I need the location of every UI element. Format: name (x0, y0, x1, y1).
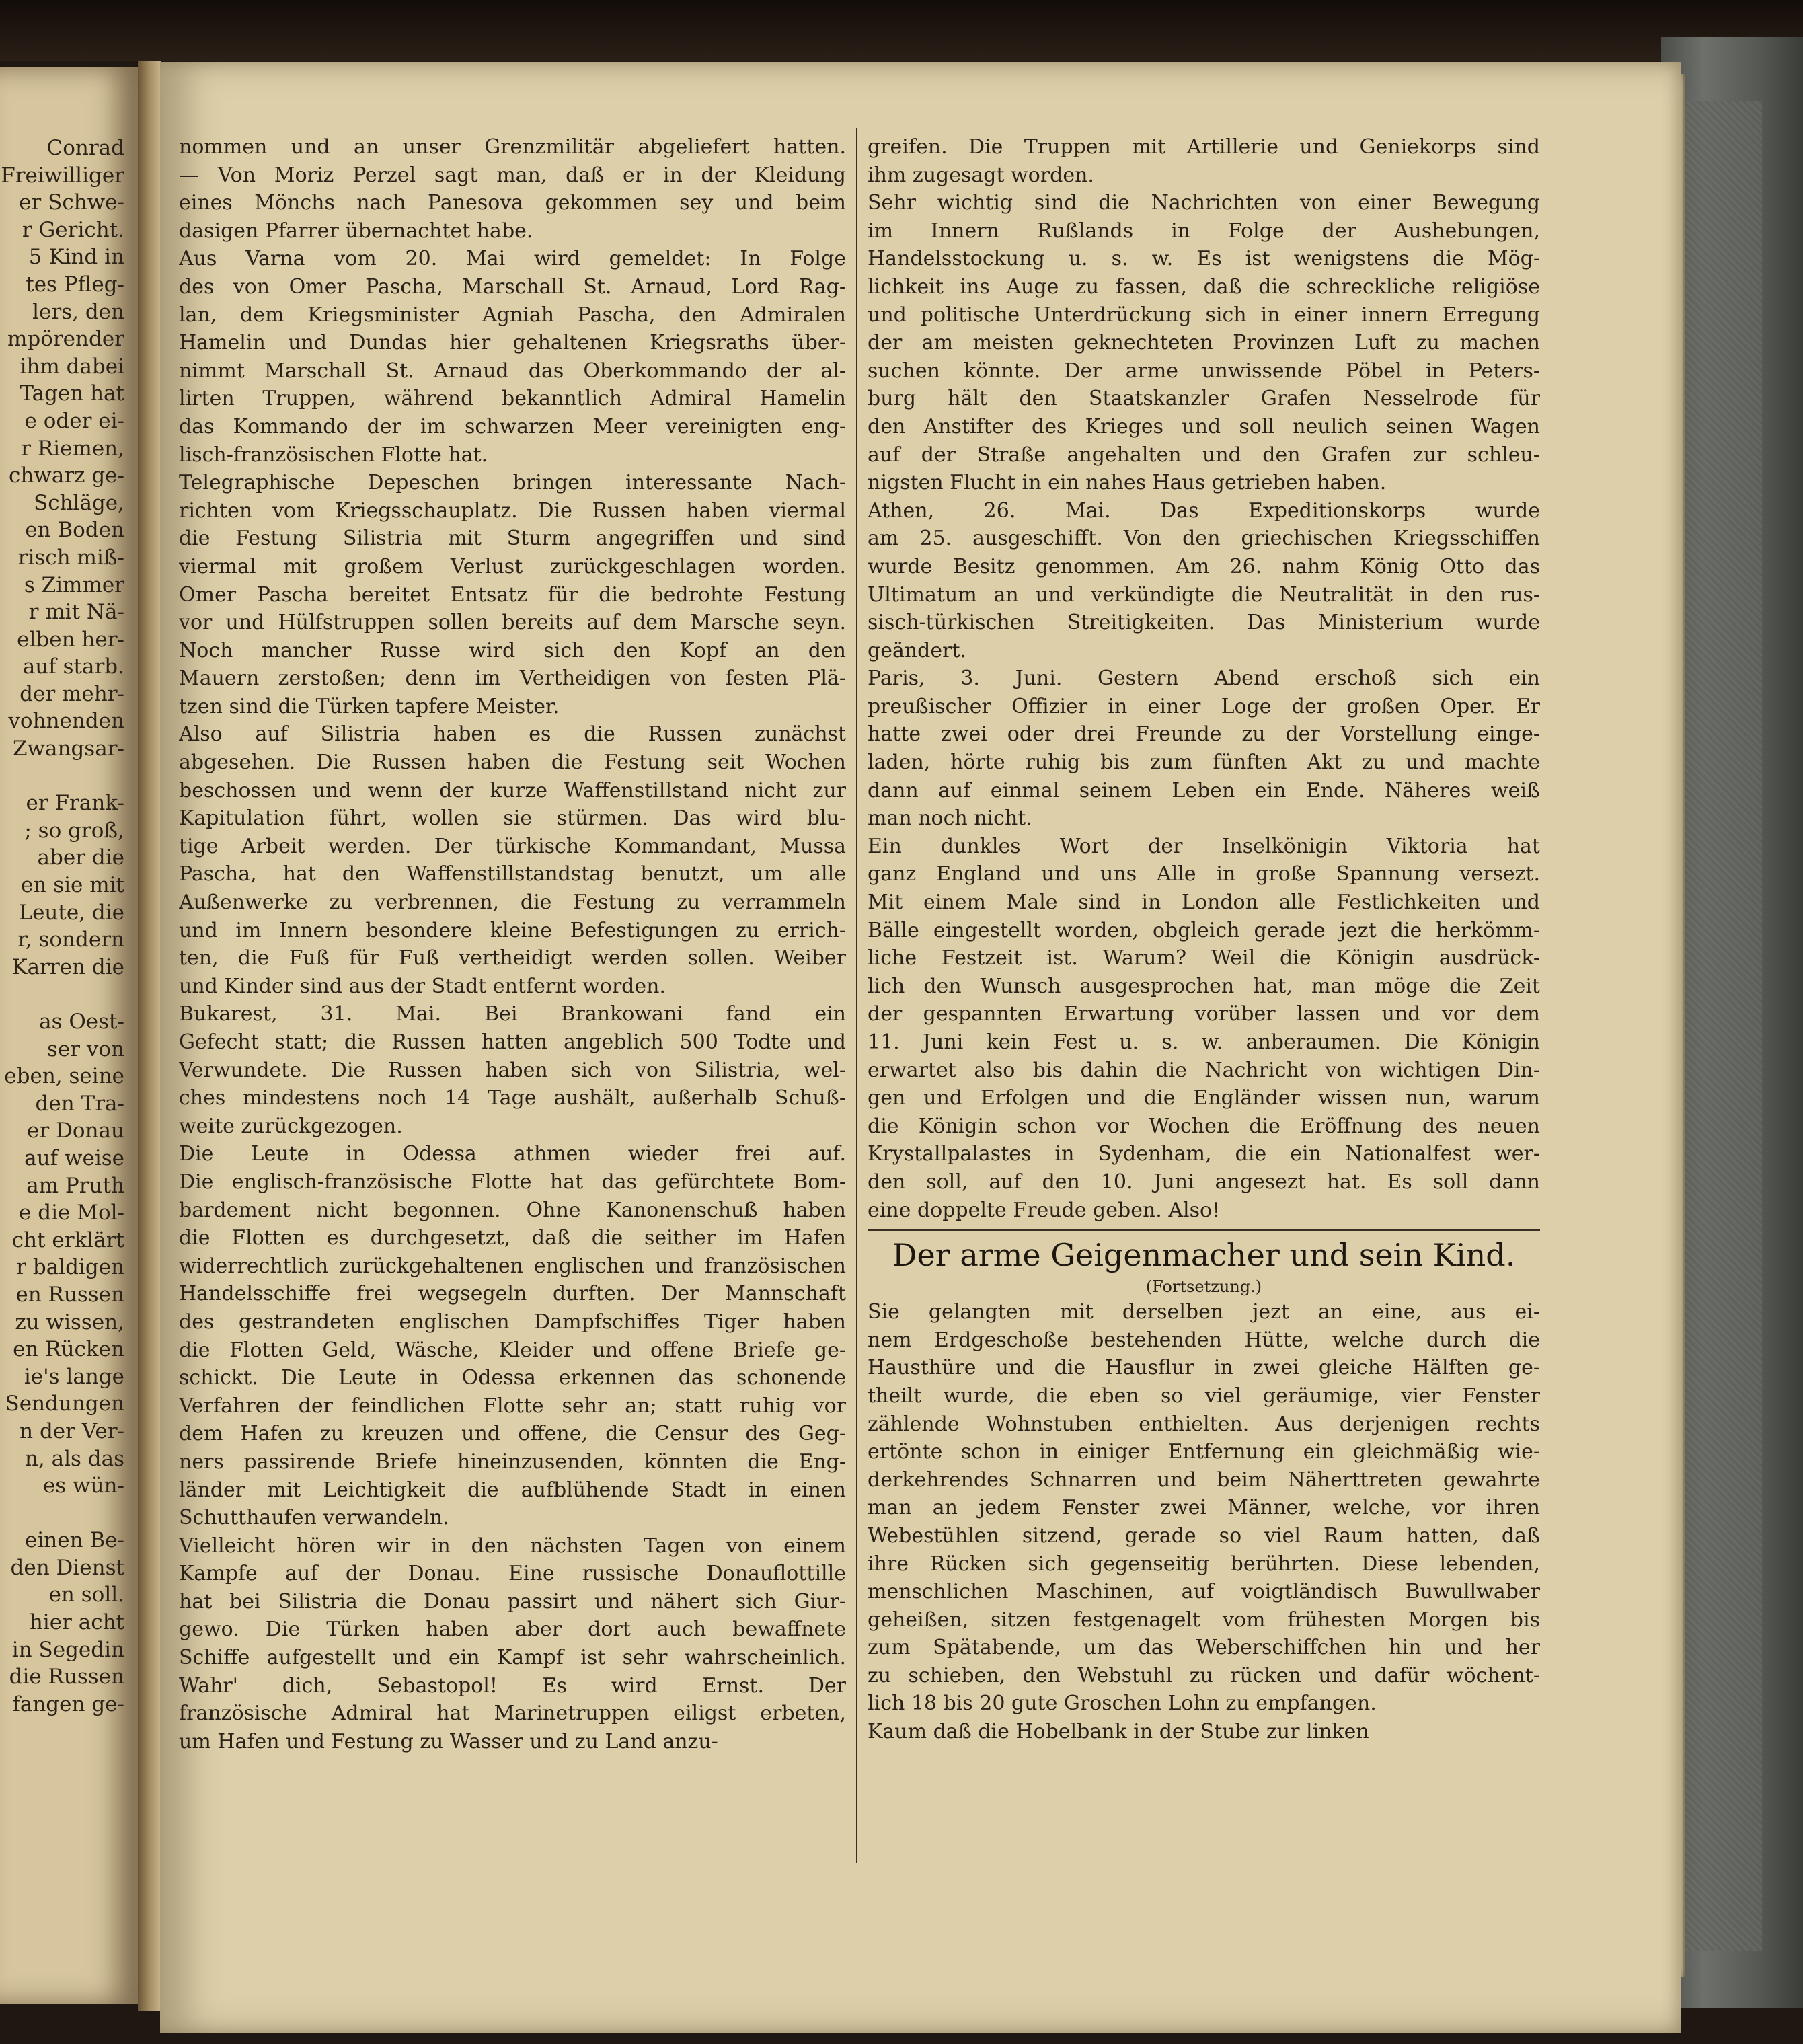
text-line: Webestühlen sitzend, gerade so viel Raum hatten, daß (868, 1523, 1540, 1548)
left-page-line: Conrad (46, 136, 124, 160)
text-line: länder mit Leichtigkeit die aufblühende Stadt in einen (179, 1478, 846, 1502)
text-line: Mauern zerstoßen; denn im Vertheidigen von festen Plä- (179, 667, 846, 691)
text-line: Bukarest, 31. Mai. Bei Brankowani fand ein (179, 1002, 846, 1026)
text-line: menschlichen Maschinen, auf voigtländisch Buwullwaber (868, 1580, 1540, 1604)
left-page-line: den Dienst (10, 1555, 124, 1580)
left-page-line: e die Mol- (19, 1201, 124, 1225)
text-line: Pascha, hat den Waffenstillstandstag benutzt, um alle (179, 862, 846, 886)
text-line: Hausthüre und die Hausflur in zwei gleiche Hälften ge- (868, 1356, 1540, 1380)
left-page-line: Zwangsar- (12, 736, 124, 761)
left-page-line: s Zimmer (24, 572, 124, 597)
text-line: und im Innern besondere kleine Befestigungen zu errich- (179, 918, 846, 942)
text-line: Mit einem Male sind in London alle Festlichkeiten und (868, 891, 1540, 915)
text-line: hat bei Silistria die Donau passirt und nähert sich Giur- (179, 1589, 846, 1614)
text-line: Schiffe aufgestellt und ein Kampf ist sehr wahrscheinlich. (179, 1646, 846, 1670)
text-line: Sehr wichtig sind die Nachrichten von einer Bewegung (868, 191, 1540, 215)
text-line: Kaum daß die Hobelbank in der Stube zur linken (868, 1720, 1369, 1744)
left-page-line: am Pruth (26, 1173, 124, 1198)
cover-texture (1681, 101, 1762, 1951)
left-page-line: der mehr- (20, 681, 124, 706)
column-2 (868, 133, 1540, 1746)
text-line: gewo. Die Türken haben aber dort auch bewaffnete (179, 1618, 846, 1642)
text-line: ches mindestens noch 14 Tage aushält, außerhalb Schuß- (179, 1086, 846, 1110)
left-page-line (0, 1500, 124, 1527)
text-line: die Flotten Geld, Wäsche, Kleider und offene Briefe ge- (179, 1338, 846, 1362)
text-line: am 25. ausgeschifft. Von den griechischen Kriegsschiffen (868, 527, 1540, 551)
left-page-line: r, sondern (17, 928, 124, 952)
text-line: Wahr' dich, Sebastopol! Es wird Ernst. Der (179, 1673, 846, 1698)
text-line: gen und Erfolgen und die Engländer wissen nun, warum (868, 1086, 1540, 1110)
text-line: lichkeit ins Auge zu fassen, daß die schreckliche religiöse (868, 274, 1540, 299)
left-page-line: mpörender (7, 327, 124, 352)
left-page-line: Karren die (11, 954, 124, 979)
left-page-line: r Riemen, (21, 436, 124, 461)
left-page-line: es wün- (42, 1474, 124, 1499)
left-page-line: Sendungen (5, 1392, 124, 1416)
text-line: ertönte schon in einiger Entfernung ein gleichmäßig wie- (868, 1440, 1540, 1464)
left-page-text (0, 135, 124, 1718)
text-line: Telegraphische Depeschen bringen interessante Nach- (179, 471, 846, 495)
left-page-line: die Russen (9, 1665, 124, 1690)
left-page-line: eben, seine (4, 1064, 124, 1089)
left-page (0, 67, 138, 2004)
left-page-line: en sie mit (21, 873, 124, 898)
text-line: Kampfe auf der Donau. Eine russische Donauflottille (179, 1562, 846, 1586)
story-subtitle: (Fortsetzung.) (1145, 1277, 1262, 1297)
text-line: Omer Pascha bereitet Entsatz für die bedrohte Festung (179, 582, 846, 607)
column-2-story (868, 1298, 1540, 1746)
text-line: bardement nicht begonnen. Ohne Kanonenschuß haben (179, 1198, 846, 1222)
left-page-line: r baldigen (16, 1255, 124, 1280)
text-line: Paris, 3. Juni. Gestern Abend erschoß sich ein (868, 667, 1540, 691)
text-line: ihre Rücken sich gegenseitig berührten. Diese lebenden, (868, 1552, 1540, 1576)
left-page-line: Freiwilliger (1, 163, 124, 188)
text-line: ners passirende Briefe hineinzusenden, könnten die Eng- (179, 1449, 846, 1474)
text-line: man noch nicht. (868, 806, 1032, 831)
text-line: erwartet also bis dahin die Nachricht von wichtigen Din- (868, 1058, 1540, 1082)
text-line: richten vom Kriegsschauplatz. Die Russen haben viermal (179, 498, 846, 523)
left-page-line: n der Ver- (20, 1418, 124, 1443)
text-line: Aus Varna vom 20. Mai wird gemeldet: In Folge (179, 247, 846, 271)
text-line: geheißen, sitzen festgenagelt vom frühesten Morgen bis (868, 1607, 1540, 1632)
left-page-line: auf weise (24, 1145, 124, 1170)
text-line: Kapitulation führt, wollen sie stürmen. Das wird blu- (179, 806, 846, 831)
text-line: um Hafen und Festung zu Wasser und zu Land anzu- (179, 1729, 718, 1753)
left-page-line: zu wissen, (15, 1310, 124, 1334)
left-page-line: lers, den (32, 299, 124, 324)
text-line: im Innern Rußlands in Folge der Aushebungen, (868, 219, 1540, 243)
text-line: Noch mancher Russe wird sich den Kopf an den (179, 638, 846, 663)
scan-background (0, 0, 1803, 61)
text-line: Ein dunkles Wort der Inselkönigin Viktoria hat (868, 834, 1540, 858)
text-line: Handelsschiffe frei wegsegeln durften. Der Mannschaft (179, 1282, 846, 1306)
text-line: Krystallpalastes in Sydenham, die ein Nationalfest wer- (868, 1142, 1540, 1166)
text-line: Also auf Silistria haben es die Russen zunächst (179, 722, 846, 747)
left-page-line: aber die (37, 845, 124, 870)
text-line: hatte zwei oder drei Freunde zu der Vorstellung einge- (868, 722, 1540, 747)
text-line: die Königin schon vor Wochen die Eröffnung des neuen (868, 1114, 1540, 1138)
text-line: preußischer Offizier in einer Loge der großen Oper. Er (868, 694, 1540, 718)
left-page-line: 5 Kind in (28, 245, 124, 270)
text-line: derkehrendes Schnarren und beim Näherttreten gewahrte (868, 1468, 1540, 1492)
left-page-line: ser von (46, 1036, 124, 1061)
text-line: suchen könnte. Der arme unwissende Pöbel in Peters- (868, 358, 1540, 383)
text-line: Bälle eingestellt worden, obgleich gerade jezt die herkömm- (868, 918, 1540, 942)
left-page-line: en soll. (48, 1583, 124, 1607)
text-line: laden, hörte ruhig bis zum fünften Akt zu und machte (868, 751, 1540, 775)
text-line: Hamelin und Dundas hier gehaltenen Kriegsraths über- (179, 331, 846, 355)
text-line: den Anstifter des Krieges und soll neulich seinen Wagen (868, 414, 1540, 439)
text-line: Athen, 26. Mai. Das Expeditionskorps wurde (868, 498, 1540, 523)
text-line: und Kinder sind aus der Stadt entfernt worden. (179, 974, 666, 998)
left-page-line: er Donau (27, 1119, 124, 1143)
left-page-line: einen Be- (25, 1528, 124, 1553)
text-line: sisch-türkischen Streitigkeiten. Das Ministerium wurde (868, 611, 1540, 635)
left-page-line: e oder ei- (24, 408, 124, 433)
left-page-line: in Segedin (11, 1637, 124, 1662)
left-page-line: ie's lange (24, 1364, 124, 1389)
text-line: ganz England und uns Alle in große Spannung versezt. (868, 862, 1540, 886)
text-line: dem Hafen zu kreuzen und offene, die Censur des Geg- (179, 1422, 846, 1446)
text-line: nem Erdgeschoße bestehenden Hütte, welche durch die (868, 1328, 1540, 1352)
left-page-line: auf starb. (22, 654, 124, 679)
text-line: lisch-französischen Flotte hat. (179, 443, 488, 467)
text-line: französische Admiral hat Marinetruppen eiligst erbeten, (179, 1702, 846, 1726)
text-line: liche Festzeit ist. Warum? Weil die Königin ausdrück- (868, 946, 1540, 971)
text-line: — Von Moriz Perzel sagt man, daß er in der Kleidung (179, 163, 846, 187)
text-line: 11. Juni kein Fest u. s. w. anberaumen. Die Königin (868, 1030, 1540, 1054)
text-line: Handelsstockung u. s. w. Es ist wenigstens die Mög- (868, 247, 1540, 271)
text-line: Die Leute in Odessa athmen wieder frei auf. (179, 1142, 846, 1166)
text-line: beschossen und wenn der kurze Waffenstillstand nicht zur (179, 778, 846, 802)
left-page-line: chwarz ge- (8, 463, 124, 488)
text-line: geändert. (868, 638, 967, 663)
left-page-line: r Gericht. (22, 217, 124, 242)
text-line: lich 18 bis 20 gute Groschen Lohn zu empfangen. (868, 1692, 1377, 1716)
left-page-line: en Rücken (13, 1337, 124, 1362)
text-line: schickt. Die Leute in Odessa erkennen das schonende (179, 1366, 846, 1390)
text-line: lich den Wunsch ausgesprochen hat, man möge die Zeit (868, 974, 1540, 998)
text-line: den soll, auf den 10. Juni angesezt hat. Es soll dann (868, 1170, 1540, 1194)
left-page-line: vohnenden (8, 709, 124, 734)
text-line: Verfahren der feindlichen Flotte sehr an; statt ruhig vor (179, 1394, 846, 1418)
text-line: Verwundete. Die Russen haben sich von Silistria, wel- (179, 1058, 846, 1082)
text-line: nigsten Flucht in ein nahes Haus getrieben haben. (868, 471, 1387, 495)
text-line: der am meisten geknechteten Provinzen Luft zu machen (868, 331, 1540, 355)
text-line: die Flotten es durchgesetzt, daß die seither im Hafen (179, 1226, 846, 1250)
left-page-line: Schläge, (33, 490, 124, 515)
text-line: nimmt Marschall St. Arnaud das Oberkommando der al- (179, 358, 846, 383)
text-line: burg hält den Staatskanzler Grafen Nesselrode für (868, 387, 1540, 411)
left-page-line (0, 763, 124, 790)
text-line: Schutthaufen verwandeln. (179, 1506, 449, 1530)
text-line: auf der Straße angehalten und den Grafen zur schleu- (868, 443, 1540, 467)
text-line: ten, die Fuß für Fuß vertheidigt werden sollen. Weiber (179, 946, 846, 971)
text-line: widerrechtlich zurückgehaltenen englischen und französischen (179, 1254, 846, 1278)
text-line: Gefecht statt; die Russen hatten angeblich 500 Todte und (179, 1030, 846, 1054)
text-line: man an jedem Fenster zwei Männer, welche, vor ihren (868, 1496, 1540, 1520)
text-line: die Festung Silistria mit Sturm angegriffen und sind (179, 527, 846, 551)
text-line: nommen und an unser Grenzmilitär abgeliefert hatten. (179, 135, 846, 159)
text-line: zum Spätabende, um das Weberschiffchen hin und her (868, 1636, 1540, 1660)
book-gutter (138, 61, 161, 2011)
text-line: viermal mit großem Verlust zurückgeschlagen worden. (179, 554, 846, 578)
text-line: dann auf einmal seinem Leben ein Ende. Näheres weiß (868, 778, 1540, 802)
text-line: tige Arbeit werden. Der türkische Kommandant, Mussa (179, 834, 846, 858)
text-line: weite zurückgezogen. (179, 1114, 403, 1138)
left-page-line: er Frank- (26, 791, 124, 816)
text-line: vor und Hülfstruppen sollen bereits auf dem Marsche seyn. (179, 611, 846, 635)
left-page-line: er Schwe- (19, 190, 124, 215)
text-line: theilt wurde, die eben so viel geräumige, vier Fenster (868, 1384, 1540, 1408)
text-line: Außenwerke zu verbrennen, die Festung zu verrammeln (179, 891, 846, 915)
text-line: eines Mönchs nach Panesova gekommen sey und beim (179, 191, 846, 215)
text-line: der gespannten Erwartung vorüber lassen und vor dem (868, 1002, 1540, 1026)
text-line: Ultimatum an und verkündigte die Neutralität in den rus- (868, 582, 1540, 607)
left-page-line: elben her- (17, 627, 124, 652)
column-2-news (868, 133, 1540, 1224)
text-line: lirten Truppen, während bekanntlich Admiral Hamelin (179, 387, 846, 411)
text-line: lan, dem Kriegsminister Agniah Pascha, den Admiralen (179, 303, 846, 327)
left-page-line: Tagen hat (20, 381, 124, 406)
text-line: Sie gelangten mit derselben jezt an eine, aus ei- (868, 1300, 1540, 1324)
column-1 (179, 133, 846, 1755)
left-page-line: as Oest- (39, 1010, 124, 1034)
text-line: abgesehen. Die Russen haben die Festung seit Wochen (179, 751, 846, 775)
column-rule (856, 128, 857, 1863)
text-line: des von Omer Pascha, Marschall St. Arnaud, Lord Rag- (179, 274, 846, 299)
left-page-line: en Russen (15, 1282, 124, 1307)
text-line: zu schieben, den Webstuhl zu rücken und dafür wöchent- (868, 1663, 1540, 1688)
left-page-line: en Boden (25, 518, 124, 543)
left-page-line: fangen ge- (12, 1692, 124, 1716)
text-line: Die englisch-französische Flotte hat das gefürchtete Bom- (179, 1170, 846, 1194)
left-page-line: ihm dabei (20, 354, 124, 379)
text-line: des gestrandeten englischen Dampfschiffes Tiger haben (179, 1310, 846, 1334)
left-page-line: ; so groß, (24, 818, 124, 843)
left-page-line: cht erklärt (11, 1227, 124, 1252)
left-page-line: tes Pfleg- (26, 272, 124, 297)
text-line: ihm zugesagt worden. (868, 163, 1094, 187)
left-page-line: Leute, die (18, 900, 124, 925)
left-page-line (0, 981, 124, 1008)
text-line: wurde Besitz genommen. Am 26. nahm König Otto das (868, 554, 1540, 578)
left-page-line: n, als das (24, 1446, 124, 1471)
text-line: zählende Wohnstuben enthielten. Aus derjenigen rechts (868, 1412, 1540, 1436)
text-line: tzen sind die Türken tapfere Meister. (179, 694, 560, 718)
left-page-line: den Tra- (35, 1091, 124, 1116)
text-line: das Kommando der im schwarzen Meer vereinigten eng- (179, 414, 846, 439)
text-line: Vielleicht hören wir in den nächsten Tagen von einem (179, 1534, 846, 1558)
story-title: Der arme Geigenmacher und sein Kind. (868, 1229, 1540, 1275)
text-line: und politische Unterdrückung sich in einer innern Erregung (868, 303, 1540, 327)
text-line: greifen. Die Truppen mit Artillerie und Geniekorps sind (868, 135, 1540, 159)
left-page-line: hier acht (29, 1610, 124, 1635)
text-line: eine doppelte Freude geben. Also! (868, 1198, 1221, 1222)
left-page-line: r mit Nä- (28, 600, 124, 625)
text-line: dasigen Pfarrer übernachtet habe. (179, 219, 533, 243)
left-page-line: risch miß- (17, 545, 124, 570)
